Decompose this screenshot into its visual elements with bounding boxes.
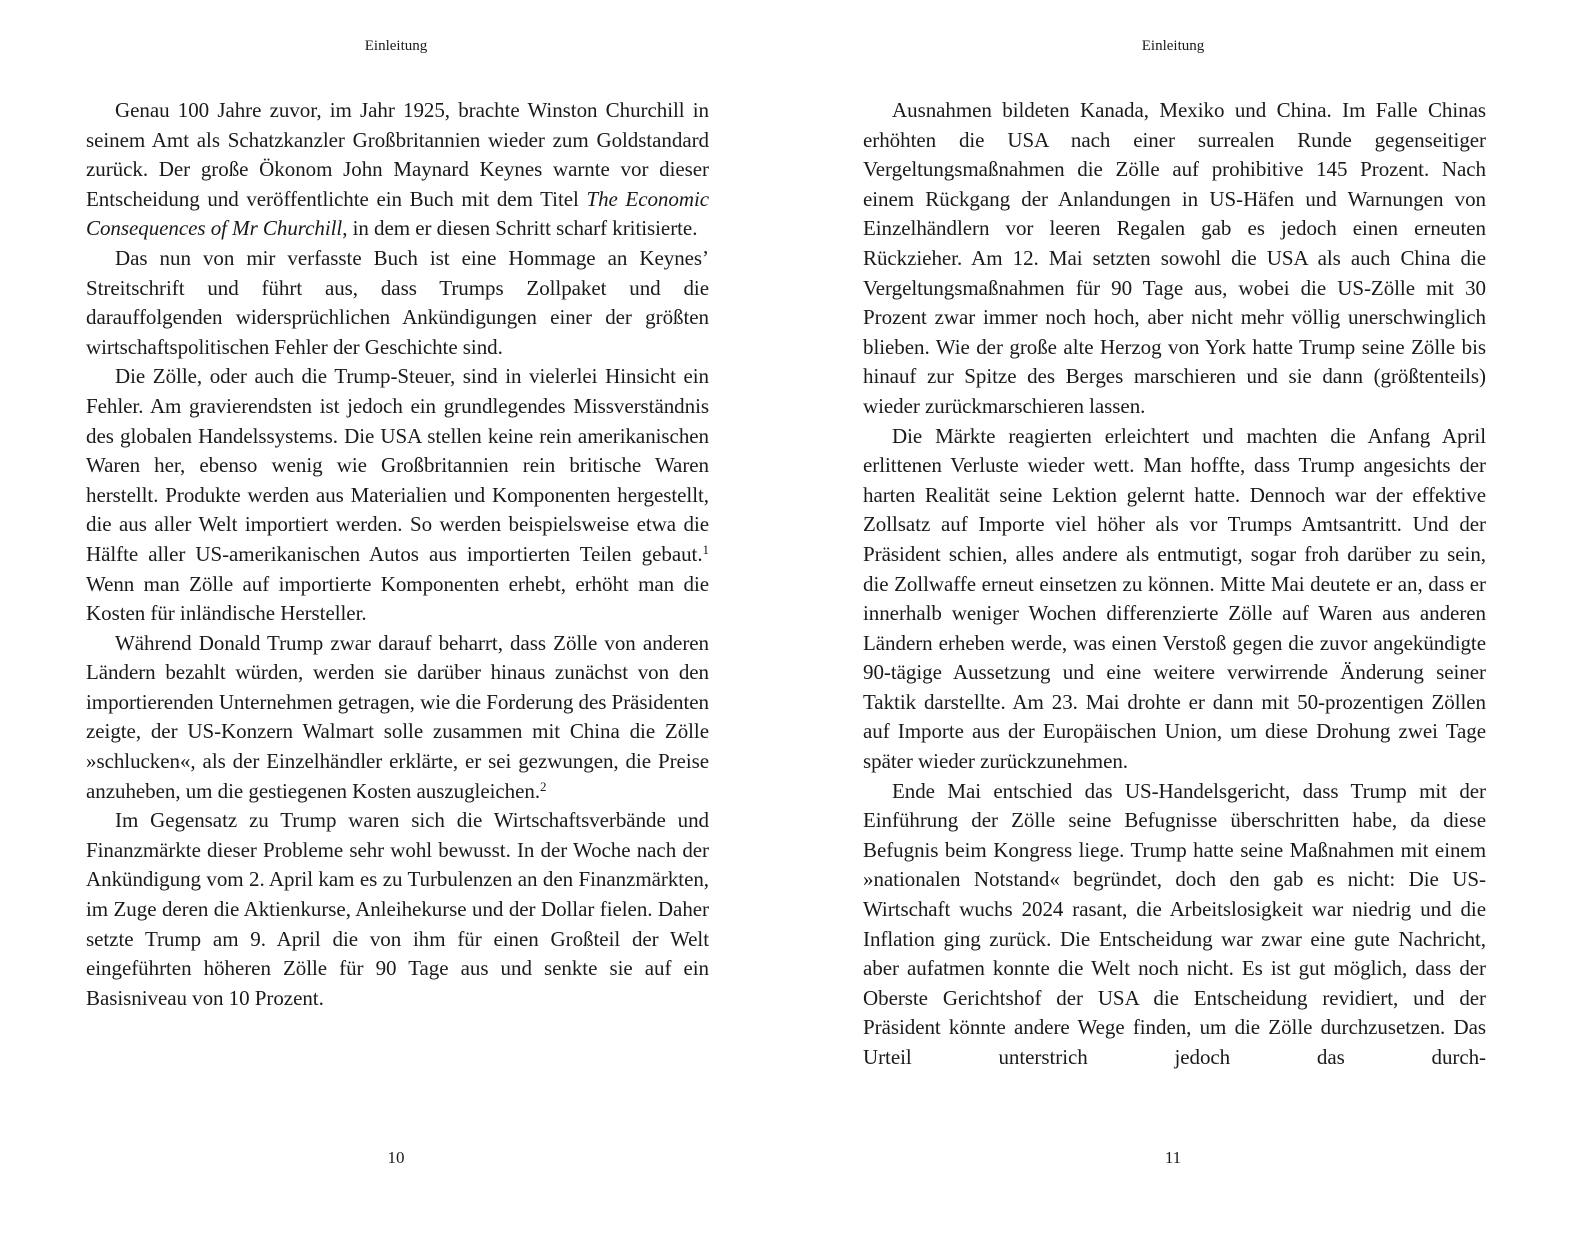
right-page [797, 0, 1594, 1240]
paragraph: Ausnahmen bildeten Kanada, Mexiko und China. Im Falle Chinas erhöhten die USA nach einer surrealen Runde gegenseitiger Vergeltungsmaßnahmen die Zölle auf prohibitive 145 Prozent. Nach einem Rückgang der Anlandungen in US-Häfen und Warnungen von Einzelhändlern vor leeren Regalen gab es jedoch einen erneuten Rückzieher. Am 12. Mai setzten sowohl die USA als auch China die Vergeltungsmaßnahmen für 90 Tage aus, wobei die US-Zölle mit 30 Prozent zwar immer noch hoch, aber nicht mehr völlig unerschwinglich blieben. Wie der große alte Herzog von York hatte Trump seine Zölle bis hinauf zur Spitze des Berges marschieren und sie dann (größtenteils) wieder zurückmarschieren lassen. [863, 98, 1486, 418]
paragraph [86, 96, 709, 244]
paragraph: Ende Mai entschied das US-Handelsgericht, dass Trump mit der Einführung der Zölle seine Befugnisse überschritten habe, da diese Befugnis beim Kongress liege. Trump hatte seine Maßnahmen mit einem »nationalen Notstand« begründet, doch den gab es nicht: Die US-Wirtschaft wuchs 2024 rasant, die Arbeitslosigkeit war niedrig und die Inflation ging zurück. Die Entscheidung war zwar eine gute Nachricht, aber aufatmen konnte die Welt noch nicht. Es ist gut möglich, dass der Oberste Gerichtshof der USA die Entscheidung revidiert, und der Präsident könnte andere Wege finden, um die Zölle durchzusetzen. Das Urteil unterstrich jedoch das durch- [863, 778, 1486, 1069]
body-text [86, 96, 709, 1013]
text-run: , in dem er diesen Schritt scharf kritisierte. [342, 216, 698, 241]
book-title: The Economic Consequences of Mr Churchill [86, 186, 709, 241]
paragraph [86, 362, 709, 628]
paragraph [86, 629, 709, 807]
paragraph: Das nun von mir verfasste Buch ist eine Hommage an Keynes’ Streitschrift und führt aus, dass Trumps Zollpaket und die darauffolgenden widersprüchlichen Ankündigungen einer der größten wirtschaftspolitischen Fehler der Geschichte sind. [86, 245, 709, 359]
footnote-marker[interactable]: 2 [540, 778, 547, 794]
running-head: Einleitung [1141, 38, 1205, 54]
text-run: Die Zölle, oder auch die Trump-Steuer, sind in vielerlei Hinsicht ein Fehler. Am gravierendsten ist jedoch ein grundlegendes Missverständnis des globalen Handelssystems. Die USA stellen keine rein amerikanischen Waren her, ebenso wenig wie Großbritannien rein britische Waren herstellt. Produkte werden aus Materialien und Komponenten hergestellt, die aus aller Welt importiert werden. So werden beispielsweise etwa die Hälfte aller US-amerikanischen Autos aus importierten Teilen gebaut. [86, 364, 709, 566]
text-run: Genau 100 Jahre zuvor, im Jahr 1925, brachte Winston Churchill in seinem Amt als Schatzkanzler Großbritannien wieder zum Goldstandard zurück. Der große Ökonom John Maynard Keynes warnte vor dieser Entscheidung und veröffentlichte ein Buch mit dem Titel [86, 98, 709, 211]
paragraph: Die Märkte reagierten erleichtert und machten die Anfang April erlittenen Verluste wieder wett. Man hoffte, dass Trump angesichts der harten Realität seine Lektion gelernt hatte. Dennoch war der effektive Zollsatz auf Importe viel höher als vor Trumps Amtsantritt. Und der Präsident schien, alles andere als entmutigt, sogar froh darüber zu sein, die Zollwaffe erneut einsetzen zu können. Mitte Mai deutete er an, dass er innerhalb weniger Wochen differenzierte Zölle auf Waren aus anderen Ländern erheben werde, was einen Verstoß gegen die zuvor angekündigte 90-tägige Aussetzung und eine weitere verwirrende Änderung seiner Taktik darstellte. Am 23. Mai drohte er dann mit 50-prozentigen Zöllen auf Importe aus der Europäischen Union, um diese Drohung zwei Tage später wieder zurückzunehmen. [863, 423, 1486, 774]
text-run: Wenn man Zölle auf importierte Komponenten erhebt, erhöht man die Kosten für inländische Hersteller. [86, 571, 709, 626]
page-number: 10 [387, 1148, 405, 1167]
text-run: Während Donald Trump zwar darauf beharrt, dass Zölle von anderen Ländern bezahlt würden, werden sie darüber hinaus zunächst von den importierenden Unternehmen getragen, wie die Forderung des Präsidenten zeigte, der US-Konzern Walmart solle zusammen mit China die Zölle »schlucken«, als der Einzelhändler erklärte, er sei gezwungen, die Preise anzuheben, um die gestiegenen Kosten auszugleichen. [86, 630, 709, 803]
page-number: 11 [1164, 1148, 1182, 1167]
paragraph: Im Gegensatz zu Trump waren sich die Wirtschaftsverbände und Finanzmärkte dieser Probleme sehr wohl bewusst. In der Woche nach der Ankündigung vom 2. April kam es zu Turbulenzen an den Finanzmärkten, im Zuge deren die Aktienkurse, Anleihekurse und der Dollar fielen. Daher setzte Trump am 9. April die von ihm für einen Großteil der Welt eingeführten höheren Zölle für 90 Tage aus und senkte sie auf ein Basisniveau von 10 Prozent. [86, 808, 709, 1010]
body-text [863, 96, 1486, 1073]
footnote-marker[interactable]: 1 [702, 541, 709, 557]
running-head: Einleitung [364, 38, 428, 54]
